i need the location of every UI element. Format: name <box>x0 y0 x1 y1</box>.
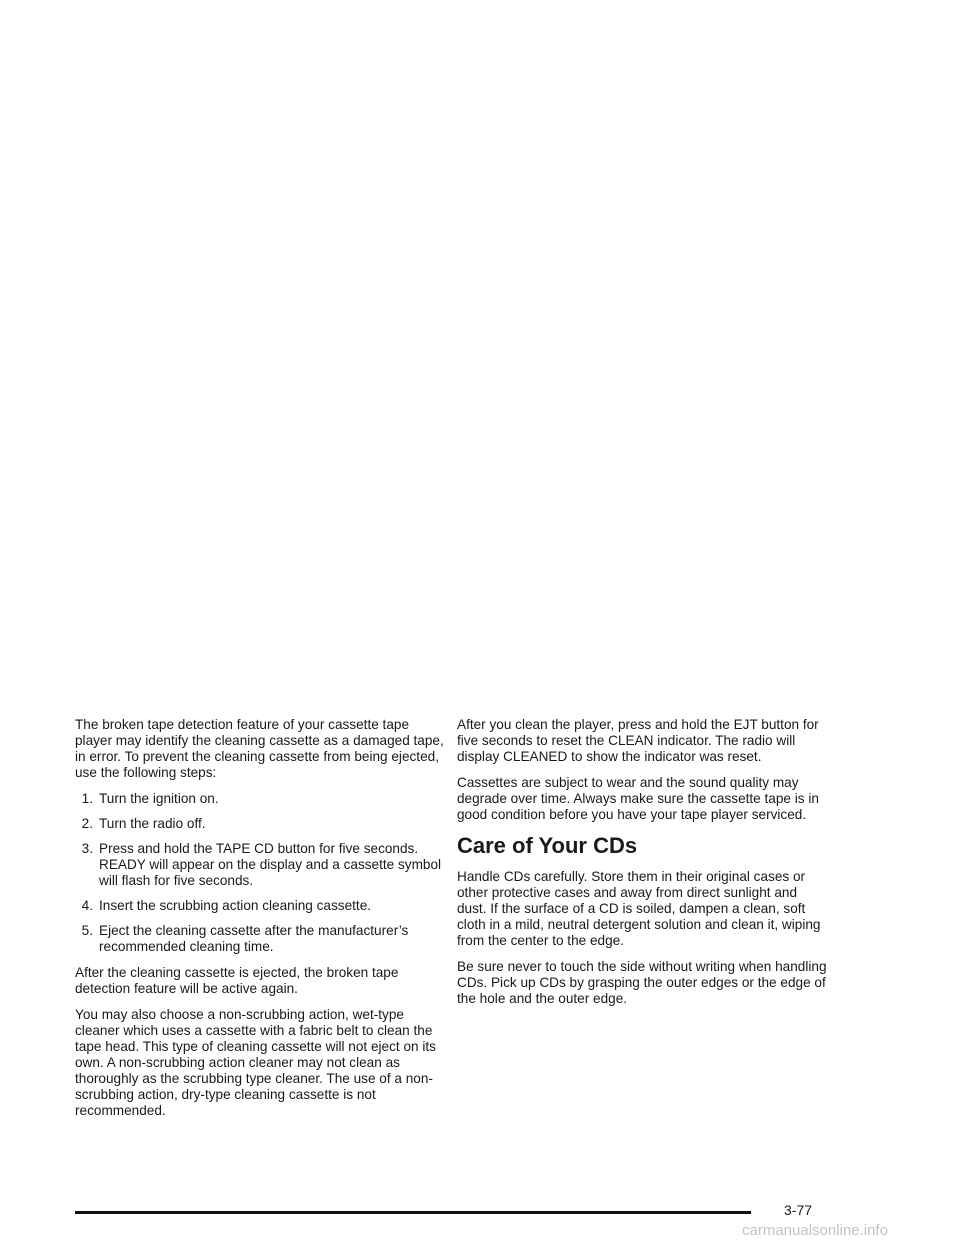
left-column <box>75 717 445 1129</box>
reset-paragraph: After you clean the player, press and hold the EJT button for five seconds to reset the CLEAN indicator. The radio will display CLEANED to show the indicator was reset. <box>457 717 819 764</box>
watermark: carmanualsonline.info <box>742 1222 888 1239</box>
cleaning-steps-list <box>75 791 445 955</box>
step-number: 2. <box>81 816 93 831</box>
handle-cds-paragraph: Handle CDs carefully. Store them in their original cases or other protective cases and away from direct sunlight and dust. If the surface of a CD is soiled, dampen a clean, soft cloth in a mild, neutral detergent solution and clean it, wiping from the center to the edge. <box>457 869 821 948</box>
never-touch-paragraph: Be sure never to touch the side without writing when handling CDs. Pick up CDs by grasping the outer edges or the edge of the hole and the outer edge. <box>457 959 827 1006</box>
wear-paragraph: Cassettes are subject to wear and the sound quality may degrade over time. Always make sure the cassette tape is in good condition before you have your tape player serviced. <box>457 775 819 822</box>
intro-paragraph: The broken tape detection feature of your cassette tape player may identify the cleaning cassette as a damaged tape, in error. To prevent the cleaning cassette from being ejected, use the following steps: <box>75 717 444 780</box>
section-heading: Care of Your CDs <box>457 833 638 858</box>
non-scrubbing-paragraph: You may also choose a non-scrubbing action, wet-type cleaner which uses a cassette with a fabric belt to clean the tape head. This type of cleaning cassette will not eject on its own. A non-scrubbing action cleaner may not clean as thoroughly as the scrubbing type cleaner. The use of a non-scrubbing action, dry-type cleaning cassette is not recommended. <box>75 1007 436 1118</box>
step-number: 4. <box>81 898 93 913</box>
after-steps-paragraph: After the cleaning cassette is ejected, the broken tape detection feature will be active again. <box>75 965 399 996</box>
right-column <box>457 717 827 1017</box>
step-text: Eject the cleaning cassette after the manufacturer’s recommended cleaning time. <box>99 923 409 954</box>
step-number: 1. <box>81 791 93 806</box>
footer-rule <box>75 1211 751 1214</box>
step-text: Press and hold the TAPE CD button for five seconds. READY will appear on the display and a cassette symbol will flash for five seconds. <box>99 841 442 888</box>
list-item <box>75 816 445 832</box>
list-item <box>75 898 445 914</box>
page-number: 3-77 <box>784 1202 813 1218</box>
step-text: Insert the scrubbing action cleaning cassette. <box>99 898 372 913</box>
list-item <box>75 923 445 955</box>
step-number: 5. <box>81 923 93 938</box>
step-number: 3. <box>81 841 93 856</box>
step-text: Turn the ignition on. <box>99 791 219 806</box>
list-item <box>75 841 445 889</box>
list-item <box>75 791 445 807</box>
step-text: Turn the radio off. <box>99 816 206 831</box>
